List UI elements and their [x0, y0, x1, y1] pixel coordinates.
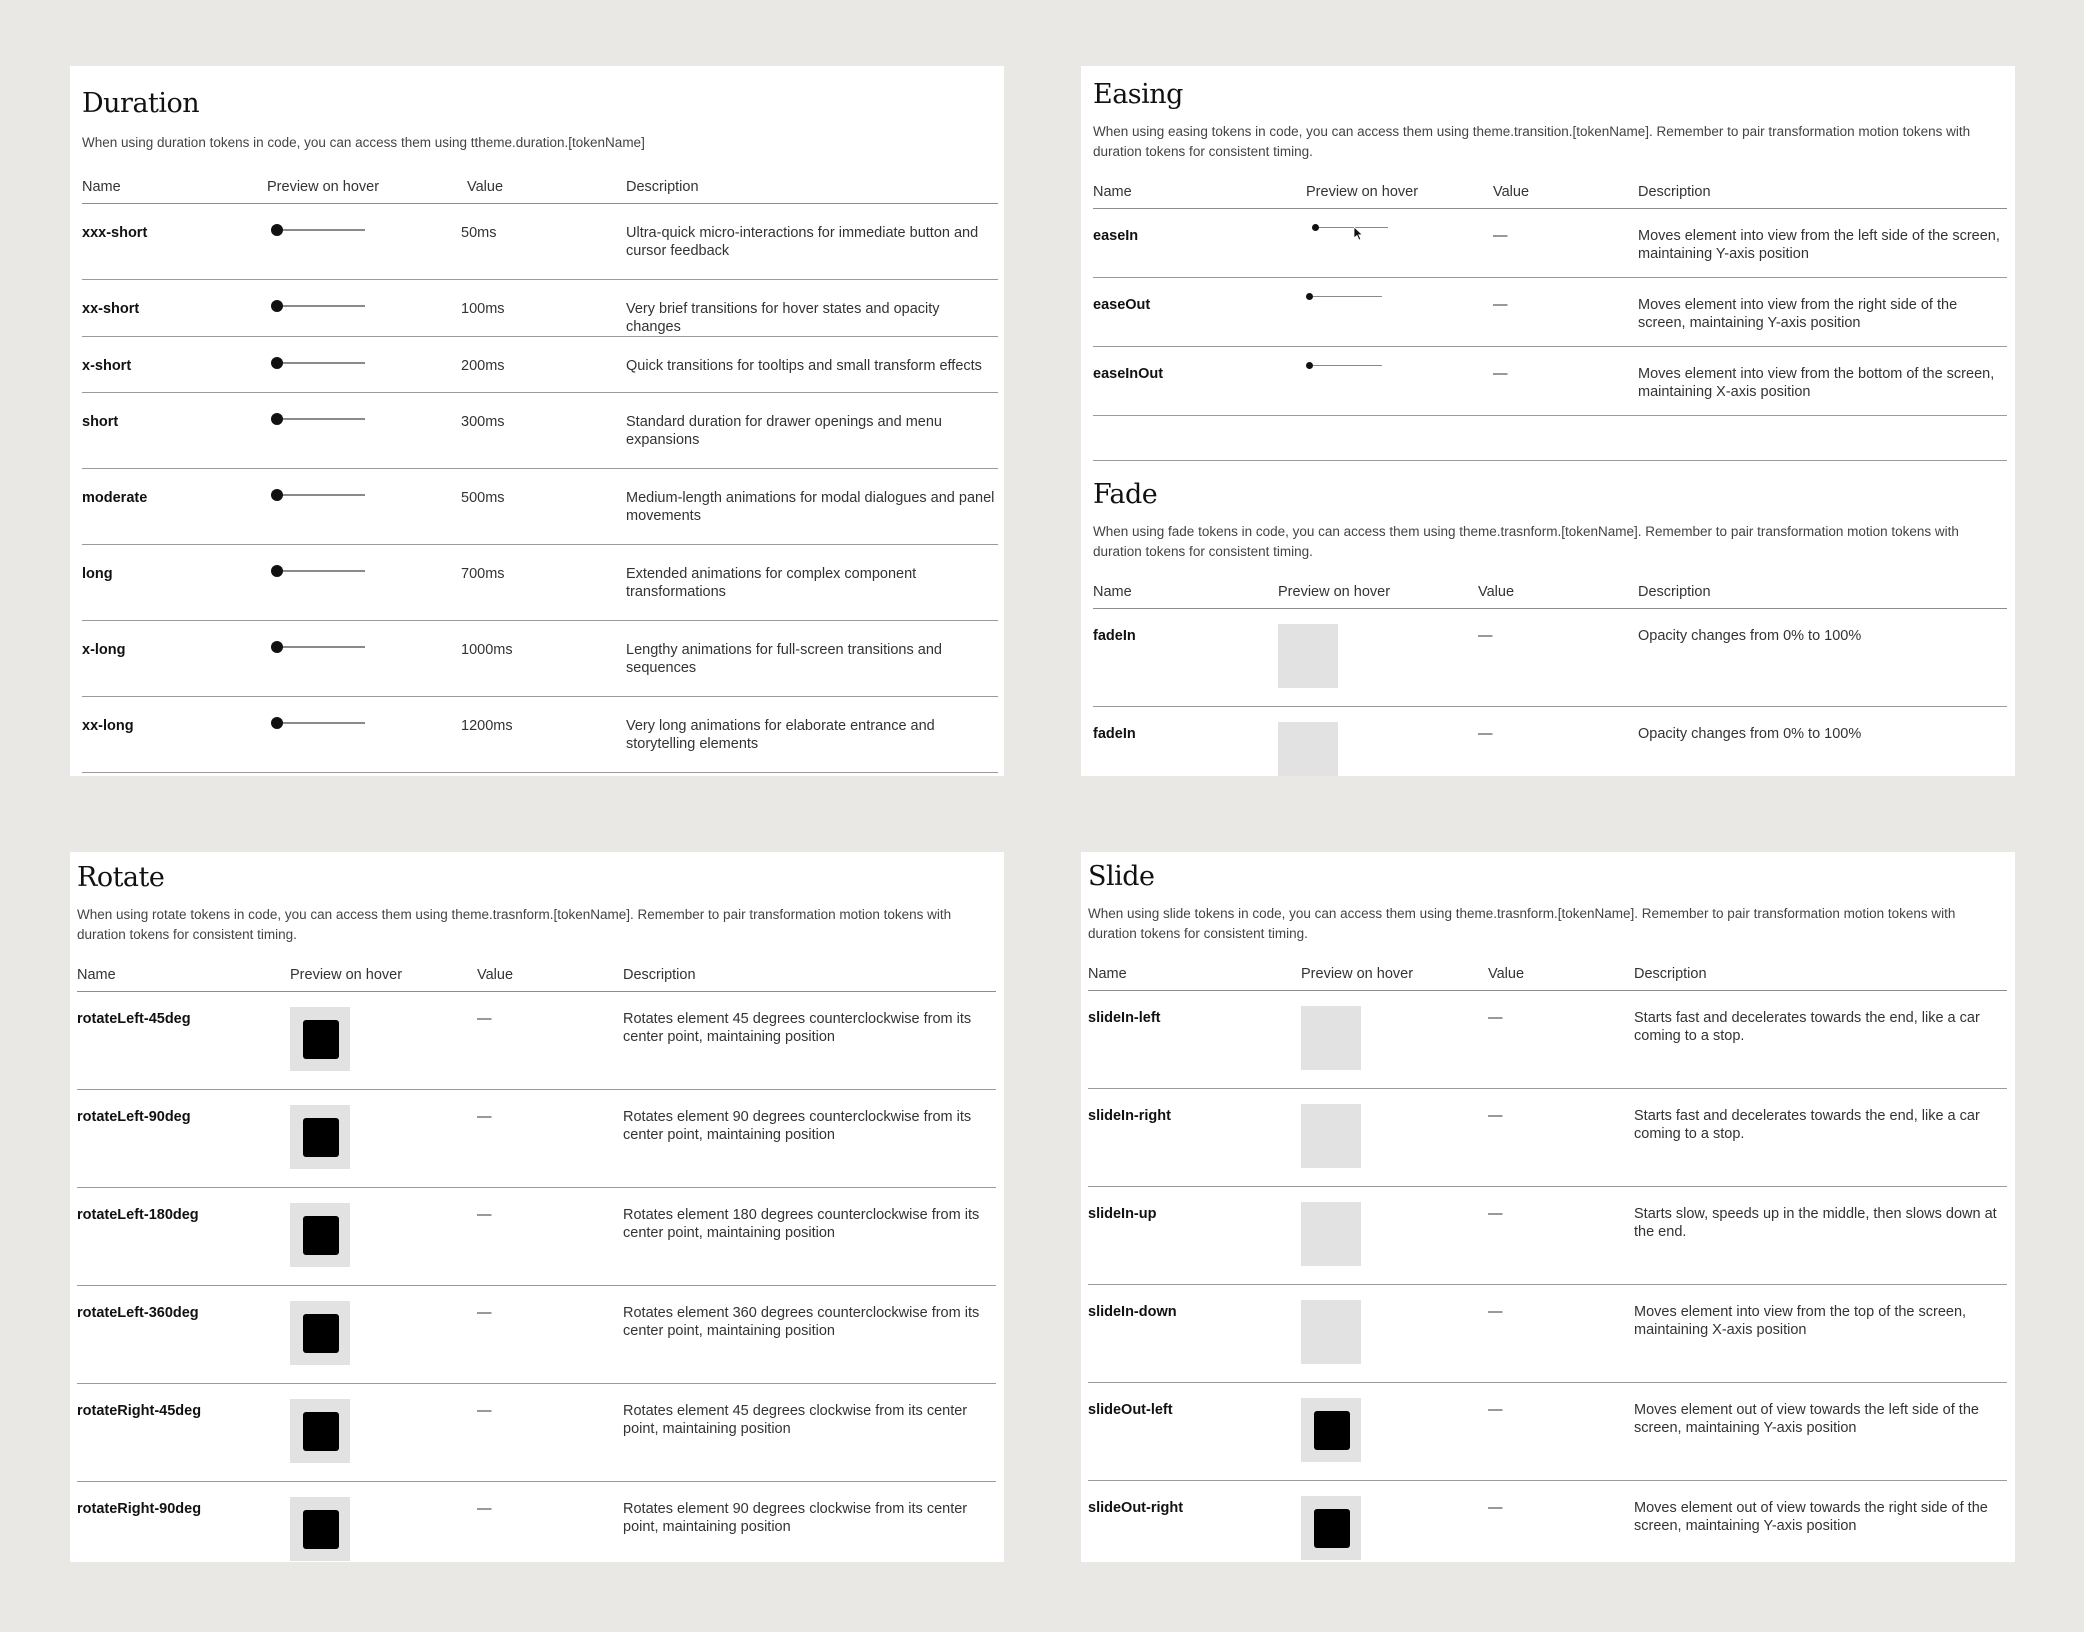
token-description: Moves element out of view towards the right side of the screen, maintaining Y-axis position	[1634, 1481, 2007, 1563]
token-value: —	[1478, 609, 1638, 707]
token-value: —	[477, 992, 623, 1090]
token-name: rotateRight-45deg	[77, 1384, 290, 1482]
token-value: —	[477, 1286, 623, 1384]
duration-row	[82, 204, 998, 280]
duration-row	[82, 280, 998, 337]
token-value: 500ms	[461, 469, 626, 545]
preview-cell[interactable]	[267, 280, 461, 337]
token-description: Standard duration for drawer openings and menu expansions	[626, 393, 998, 469]
preview-slider[interactable]	[1306, 357, 1493, 375]
fade-table	[1093, 584, 2007, 776]
rotate-row	[77, 1286, 996, 1384]
token-name: slideIn-up	[1088, 1187, 1301, 1285]
preview-swatch[interactable]	[290, 1301, 350, 1365]
slider-knob[interactable]	[1306, 293, 1313, 300]
preview-square	[303, 1118, 339, 1157]
slide-row	[1088, 1481, 2007, 1563]
slider-track	[277, 646, 365, 648]
easing-row	[1093, 347, 2007, 416]
duration-title: Duration	[82, 88, 200, 119]
preview-square	[1314, 1411, 1350, 1450]
preview-cell[interactable]	[290, 1384, 477, 1482]
preview-square	[303, 1020, 339, 1059]
token-value: —	[477, 1384, 623, 1482]
col-name: Name	[1093, 184, 1306, 209]
rotate-row	[77, 1384, 996, 1482]
duration-row	[82, 469, 998, 545]
token-description: Moves element into view from the bottom of the screen, maintaining X-axis position	[1638, 347, 2007, 416]
slide-panel	[1081, 852, 2015, 1562]
token-name: easeInOut	[1093, 347, 1306, 416]
slider-knob[interactable]	[271, 413, 283, 425]
slide-table	[1088, 966, 2007, 1562]
rotate-panel	[70, 852, 1004, 1562]
preview-swatch[interactable]	[1301, 1496, 1361, 1560]
slider-track	[1310, 365, 1382, 366]
preview-cell[interactable]	[290, 992, 477, 1090]
token-name: x-long	[82, 621, 267, 697]
token-value: —	[1493, 347, 1638, 416]
token-value: —	[477, 1090, 623, 1188]
col-name: Name	[82, 179, 267, 204]
token-description: Moves element into view from the top of the screen, maintaining X-axis position	[1634, 1285, 2007, 1383]
rotate-title: Rotate	[77, 862, 165, 893]
preview-cell[interactable]	[1301, 1383, 1488, 1481]
duration-row	[82, 621, 998, 697]
col-name: Name	[1093, 584, 1278, 609]
slider-track	[277, 418, 365, 420]
token-value: 300ms	[461, 393, 626, 469]
preview-swatch[interactable]	[1301, 1202, 1361, 1266]
slide-row	[1088, 1285, 2007, 1383]
token-name: fadeIn	[1093, 707, 1278, 777]
token-description: Moves element out of view towards the left side of the screen, maintaining Y-axis position	[1634, 1383, 2007, 1481]
token-description: Starts fast and decelerates towards the end, like a car coming to a stop.	[1634, 1089, 2007, 1187]
token-value: 1200ms	[461, 697, 626, 773]
col-preview: Preview on hover	[267, 179, 461, 204]
rotate-row	[77, 1188, 996, 1286]
slide-intro: When using slide tokens in code, you can access them using theme.trasnform.[tokenName]. Remember to pair transformation motion tokens with duration tokens for consistent timing.	[1088, 906, 1956, 941]
slider-track	[1310, 296, 1382, 297]
token-value: —	[1493, 209, 1638, 278]
col-description: Description	[1638, 584, 2007, 609]
slider-track	[277, 229, 365, 231]
token-name: xxx-short	[82, 204, 267, 280]
preview-cell[interactable]	[267, 545, 461, 621]
token-value: 200ms	[461, 337, 626, 393]
token-value: —	[477, 1482, 623, 1563]
preview-cell[interactable]	[267, 393, 461, 469]
section-divider	[1093, 460, 2007, 461]
preview-cell[interactable]	[1301, 1089, 1488, 1187]
token-value: —	[1488, 1383, 1634, 1481]
preview-cell[interactable]	[1278, 707, 1478, 777]
preview-swatch[interactable]	[1278, 624, 1338, 688]
col-preview: Preview on hover	[1278, 584, 1478, 609]
slider-knob[interactable]	[271, 224, 283, 236]
slider-track	[277, 722, 365, 724]
preview-slider[interactable]	[1306, 288, 1493, 306]
fade-row	[1093, 609, 2007, 707]
preview-slider[interactable]	[1312, 219, 1493, 237]
preview-swatch[interactable]	[290, 1007, 350, 1071]
token-name: x-short	[82, 337, 267, 393]
rotate-row	[77, 992, 996, 1090]
token-description: Very long animations for elaborate entrance and storytelling elements	[626, 697, 998, 773]
token-name: rotateLeft-360deg	[77, 1286, 290, 1384]
preview-cell[interactable]	[290, 1482, 477, 1563]
token-description: Rotates element 45 degrees clockwise from its center point, maintaining position	[623, 1384, 996, 1482]
preview-swatch[interactable]	[290, 1203, 350, 1267]
preview-slider[interactable]	[271, 486, 461, 504]
easing-row	[1093, 209, 2007, 278]
preview-cell[interactable]	[267, 469, 461, 545]
token-description: Rotates element 90 degrees clockwise from its center point, maintaining position	[623, 1482, 996, 1563]
slider-knob[interactable]	[271, 357, 283, 369]
slide-row	[1088, 991, 2007, 1089]
fade-row	[1093, 707, 2007, 777]
slider-track	[277, 494, 365, 496]
token-name: slideOut-right	[1088, 1481, 1301, 1563]
rotate-row	[77, 1482, 996, 1563]
preview-swatch[interactable]	[1278, 722, 1338, 776]
token-description: Lengthy animations for full-screen transitions and sequences	[626, 621, 998, 697]
duration-table	[82, 179, 998, 773]
token-name: fadeIn	[1093, 609, 1278, 707]
preview-cell[interactable]	[1306, 209, 1493, 278]
col-description: Description	[623, 967, 996, 992]
slider-knob[interactable]	[271, 717, 283, 729]
token-description: Rotates element 180 degrees counterclockwise from its center point, maintaining position	[623, 1188, 996, 1286]
token-name: rotateRight-90deg	[77, 1482, 290, 1563]
preview-square	[303, 1412, 339, 1451]
preview-swatch[interactable]	[1301, 1398, 1361, 1462]
token-value: —	[1493, 278, 1638, 347]
col-value: Value	[1478, 584, 1638, 609]
preview-swatch[interactable]	[1301, 1006, 1361, 1070]
preview-swatch[interactable]	[1301, 1104, 1361, 1168]
easing-table	[1093, 184, 2007, 416]
col-description: Description	[1638, 184, 2007, 209]
duration-row	[82, 697, 998, 773]
token-value: —	[1488, 991, 1634, 1089]
token-value: —	[1488, 1089, 1634, 1187]
col-value: Value	[1493, 184, 1638, 209]
token-name: slideOut-left	[1088, 1383, 1301, 1481]
token-description: Opacity changes from 0% to 100%	[1638, 707, 2007, 777]
preview-cell[interactable]	[290, 1286, 477, 1384]
preview-cell[interactable]	[1278, 609, 1478, 707]
token-value: —	[477, 1188, 623, 1286]
token-name: rotateLeft-180deg	[77, 1188, 290, 1286]
col-description: Description	[1634, 966, 2007, 991]
token-description: Extended animations for complex component transformations	[626, 545, 998, 621]
preview-cell[interactable]	[267, 337, 461, 393]
token-value: —	[1488, 1481, 1634, 1563]
preview-square	[1314, 1509, 1350, 1548]
col-preview: Preview on hover	[1301, 966, 1488, 991]
easing-row	[1093, 278, 2007, 347]
fade-intro: When using fade tokens in code, you can access them using theme.trasnform.[tokenName]. Remember to pair transformation motion tokens with duration tokens for consistent timing.	[1093, 524, 1959, 559]
token-name: rotateLeft-90deg	[77, 1090, 290, 1188]
duration-panel	[70, 66, 1004, 776]
slider-knob[interactable]	[271, 565, 283, 577]
col-value: Value	[477, 967, 623, 992]
token-name: easeOut	[1093, 278, 1306, 347]
token-value: —	[1478, 707, 1638, 777]
token-description: Rotates element 90 degrees counterclockwise from its center point, maintaining position	[623, 1090, 996, 1188]
preview-cell[interactable]	[1301, 1285, 1488, 1383]
token-description: Rotates element 45 degrees counterclockwise from its center point, maintaining position	[623, 992, 996, 1090]
token-description: Very brief transitions for hover states and opacity changes	[626, 280, 998, 337]
preview-swatch[interactable]	[290, 1497, 350, 1561]
fade-title: Fade	[1093, 479, 1158, 510]
preview-cell[interactable]	[267, 697, 461, 773]
col-preview: Preview on hover	[1306, 184, 1493, 209]
col-value: Value	[1488, 966, 1634, 991]
token-value: 50ms	[461, 204, 626, 280]
token-name: slideIn-right	[1088, 1089, 1301, 1187]
preview-cell[interactable]	[1301, 1481, 1488, 1563]
preview-slider[interactable]	[271, 714, 461, 732]
preview-cell[interactable]	[1306, 347, 1493, 416]
preview-cell[interactable]	[1301, 1187, 1488, 1285]
preview-swatch[interactable]	[290, 1105, 350, 1169]
slider-knob[interactable]	[271, 489, 283, 501]
slider-knob[interactable]	[271, 300, 283, 312]
token-name: long	[82, 545, 267, 621]
token-description: Moves element into view from the right side of the screen, maintaining Y-axis position	[1638, 278, 2007, 347]
preview-square	[303, 1314, 339, 1353]
duration-intro: When using duration tokens in code, you can access them using ttheme.duration.[tokenName]	[82, 135, 645, 150]
token-name: xx-long	[82, 697, 267, 773]
slider-track	[277, 570, 365, 572]
preview-cell[interactable]	[290, 1090, 477, 1188]
token-description: Starts slow, speeds up in the middle, then slows down at the end.	[1634, 1187, 2007, 1285]
preview-slider[interactable]	[271, 562, 461, 580]
slide-row	[1088, 1383, 2007, 1481]
preview-cell[interactable]	[1301, 991, 1488, 1089]
mouse-cursor-icon	[1354, 227, 1364, 241]
slider-knob[interactable]	[1306, 362, 1313, 369]
preview-cell[interactable]	[267, 621, 461, 697]
preview-cell[interactable]	[267, 204, 461, 280]
slide-row	[1088, 1187, 2007, 1285]
preview-swatch[interactable]	[290, 1399, 350, 1463]
token-name: moderate	[82, 469, 267, 545]
preview-swatch[interactable]	[1301, 1300, 1361, 1364]
token-description: Moves element into view from the left side of the screen, maintaining Y-axis position	[1638, 209, 2007, 278]
token-value: 100ms	[461, 280, 626, 337]
preview-square	[303, 1510, 339, 1549]
easing-intro: When using easing tokens in code, you can access them using theme.transition.[tokenName]. Remember to pair transformation motion tokens with duration tokens for consistent timing.	[1093, 124, 1971, 159]
col-name: Name	[1088, 966, 1301, 991]
preview-slider[interactable]	[271, 410, 461, 428]
token-description: Opacity changes from 0% to 100%	[1638, 609, 2007, 707]
duration-row	[82, 337, 998, 393]
col-value: Value	[461, 179, 626, 204]
token-name: slideIn-down	[1088, 1285, 1301, 1383]
easing-title: Easing	[1093, 79, 1183, 110]
preview-cell[interactable]	[290, 1188, 477, 1286]
token-description: Starts fast and decelerates towards the end, like a car coming to a stop.	[1634, 991, 2007, 1089]
token-description: Medium-length animations for modal dialogues and panel movements	[626, 469, 998, 545]
token-value: —	[1488, 1285, 1634, 1383]
preview-slider[interactable]	[271, 297, 461, 315]
rotate-table	[77, 967, 996, 1562]
token-description: Ultra-quick micro-interactions for immediate button and cursor feedback	[626, 204, 998, 280]
token-description: Rotates element 360 degrees counterclockwise from its center point, maintaining position	[623, 1286, 996, 1384]
token-value: —	[1488, 1187, 1634, 1285]
slider-knob[interactable]	[1312, 224, 1319, 231]
duration-row	[82, 545, 998, 621]
slider-track	[277, 305, 365, 307]
token-name: easeIn	[1093, 209, 1306, 278]
token-description: Quick transitions for tooltips and small transform effects	[626, 337, 998, 393]
rotate-row	[77, 1090, 996, 1188]
token-value: 1000ms	[461, 621, 626, 697]
token-name: short	[82, 393, 267, 469]
token-name: xx-short	[82, 280, 267, 337]
token-name: rotateLeft-45deg	[77, 992, 290, 1090]
slider-knob[interactable]	[271, 641, 283, 653]
col-name: Name	[77, 967, 290, 992]
col-description: Description	[626, 179, 998, 204]
preview-slider[interactable]	[271, 354, 461, 372]
preview-slider[interactable]	[271, 221, 461, 239]
preview-square	[303, 1216, 339, 1255]
preview-cell[interactable]	[1306, 278, 1493, 347]
col-preview: Preview on hover	[290, 967, 477, 992]
token-name: slideIn-left	[1088, 991, 1301, 1089]
rotate-intro: When using rotate tokens in code, you can access them using theme.trasnform.[tokenName]. Remember to pair transformation motion tokens with duration tokens for consistent timing.	[77, 907, 952, 942]
slider-track	[277, 362, 365, 364]
slide-title: Slide	[1088, 861, 1155, 892]
token-value: 700ms	[461, 545, 626, 621]
slider-track	[1316, 227, 1388, 228]
duration-row	[82, 393, 998, 469]
easing-panel	[1081, 66, 2015, 776]
preview-slider[interactable]	[271, 638, 461, 656]
slide-row	[1088, 1089, 2007, 1187]
